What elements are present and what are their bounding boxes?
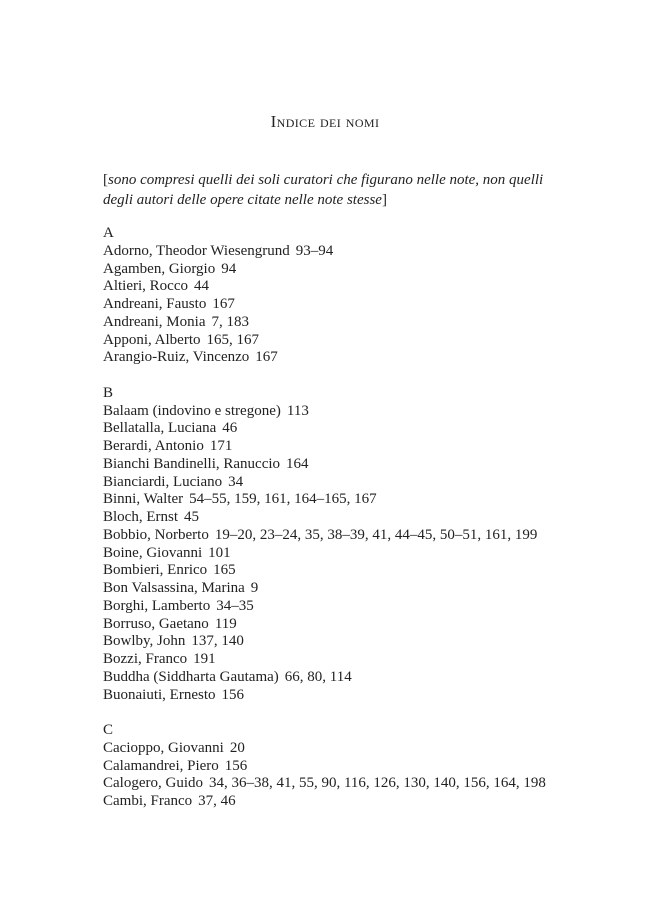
entry-pages: 119: [214, 615, 237, 632]
section-letter: B: [103, 384, 114, 401]
index-entry: [103, 261, 623, 279]
entry-pages: 46: [222, 420, 238, 437]
section-letter: A: [103, 225, 114, 241]
entry-pages: 37, 46: [198, 793, 236, 809]
entry-name: Cambi, Franco: [103, 793, 193, 809]
index-entry: [103, 562, 623, 580]
name-index: [103, 225, 623, 829]
entry-name: Bianchi Bandinelli, Ranuccio: [103, 455, 281, 472]
entry-pages: 19–20, 23–24, 35, 38–39, 41, 44–45, 50–51, 161, 199: [214, 526, 538, 543]
entry-pages: 113: [286, 402, 309, 419]
entry-name: Calogero, Guido: [103, 775, 203, 792]
index-entry: [103, 509, 623, 527]
index-entry: [103, 545, 623, 563]
entry-pages: 167: [255, 349, 278, 366]
entry-name: Cacioppo, Giovanni: [103, 739, 224, 756]
entry-pages: 34–35: [216, 597, 254, 614]
index-entry: [103, 474, 623, 492]
index-entry: [103, 278, 623, 296]
entry-pages: 101: [208, 544, 231, 561]
entry-name: Andreani, Monia: [103, 313, 206, 330]
index-entry: [103, 314, 623, 332]
entry-pages: 9: [250, 580, 259, 596]
entry-name: Bon Valsassina, Marina: [103, 580, 245, 596]
note-open-bracket: [: [103, 172, 108, 188]
entry-name: Arangio-Ruiz, Vincenzo: [103, 349, 250, 366]
entry-name: Binni, Walter: [103, 491, 184, 508]
entry-pages: 156: [224, 757, 248, 774]
index-entry: [103, 793, 623, 811]
index-entry: [103, 616, 623, 634]
entry-pages: 7, 183: [211, 313, 249, 330]
entry-name: Bianciardi, Luciano: [103, 473, 223, 490]
index-entry: [103, 580, 623, 598]
entry-pages: 34, 36–38, 41, 55, 90, 116, 126, 130, 140, 156, 164, 198: [208, 775, 546, 792]
entry-name: Buonaiuti, Ernesto: [103, 686, 216, 703]
index-entry: [103, 296, 623, 314]
entry-pages: 45: [184, 509, 199, 525]
entry-name: Bozzi, Franco: [103, 651, 188, 667]
index-entry: [103, 243, 623, 261]
index-entry: [103, 687, 623, 705]
entry-pages: 93–94: [295, 242, 334, 259]
entry-name: Boine, Giovanni: [103, 544, 203, 561]
entry-pages: 165: [213, 562, 236, 579]
index-entry: [103, 420, 623, 438]
index-section: [103, 385, 623, 705]
entry-pages: 191: [193, 651, 216, 667]
note-close-bracket: ]: [381, 192, 387, 208]
entry-pages: 66, 80, 114: [284, 668, 352, 685]
index-entry: [103, 332, 623, 350]
entry-name: Balaam (indovino e stregone): [103, 402, 281, 419]
index-entry: [103, 456, 623, 474]
entry-pages: 156: [221, 686, 244, 703]
entry-name: Berardi, Antonio: [103, 438, 204, 454]
entry-pages: 137, 140: [191, 633, 244, 650]
entry-pages: 34: [228, 473, 244, 490]
index-entry: [103, 669, 623, 687]
entry-name: Agamben, Giorgio: [103, 260, 216, 277]
index-entry: [103, 527, 623, 545]
entry-pages: 167: [212, 296, 235, 312]
index-entry: [103, 438, 623, 456]
index-entry: [103, 633, 623, 651]
entry-name: Bowlby, John: [103, 633, 186, 650]
entry-name: Borruso, Gaetano: [103, 615, 209, 632]
entry-name: Bloch, Ernst: [103, 509, 178, 525]
entry-pages: 94: [221, 260, 237, 277]
index-entry: [103, 651, 623, 669]
entry-name: Adorno, Theodor Wiesengrund: [103, 242, 290, 259]
entry-pages: 165, 167: [206, 331, 259, 348]
entry-name: Altieri, Rocco: [103, 278, 188, 295]
index-section: [103, 225, 623, 367]
index-entry: [103, 491, 623, 509]
entry-pages: 171: [209, 438, 233, 454]
entry-name: Borghi, Lamberto: [103, 597, 211, 614]
section-letter: C: [103, 722, 114, 738]
index-entry: [103, 349, 623, 367]
entry-name: Calamandrei, Piero: [103, 757, 219, 774]
entry-name: Andreani, Fausto: [103, 296, 207, 312]
entry-pages: 164: [286, 455, 309, 472]
index-entry: [103, 740, 623, 758]
editorial-note: [103, 170, 563, 210]
entry-name: Bellatalla, Luciana: [103, 420, 217, 437]
index-entry: [103, 403, 623, 421]
entry-name: Buddha (Siddharta Gautama): [103, 668, 279, 685]
index-entry: [103, 758, 623, 776]
page-title: Indice dei nomi: [270, 112, 380, 131]
entry-pages: 44: [193, 278, 209, 295]
index-entry: [103, 775, 623, 793]
index-entry: [103, 598, 623, 616]
entry-name: Apponi, Alberto: [103, 331, 201, 348]
note-text: sono compresi quelli dei soli curatori che figurano nelle note, non quelli degli autori delle opere citate nelle note stesse: [103, 172, 544, 208]
entry-pages: 54–55, 159, 161, 164–165, 167: [189, 491, 377, 508]
entry-name: Bobbio, Norberto: [103, 526, 209, 543]
entry-pages: 20: [229, 739, 245, 756]
index-section: [103, 722, 623, 811]
entry-name: Bombieri, Enrico: [103, 562, 208, 579]
